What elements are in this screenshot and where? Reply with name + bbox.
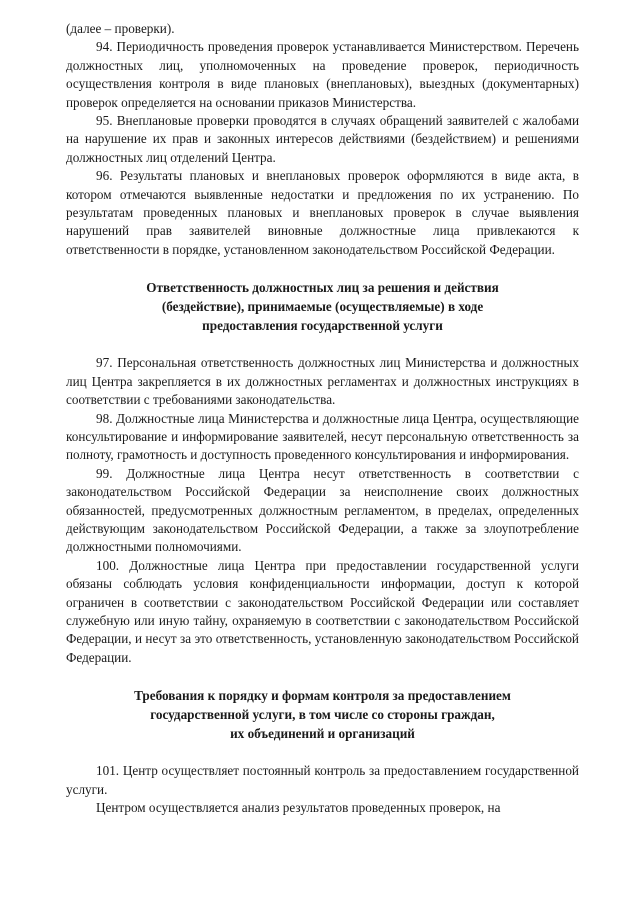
paragraph-99: 99. Должностные лица Центра несут ответственность в соответствии с законодательством Российской Федерации за неисполнение своих должностных обязанностей, предусмотренных должностным регламентом, в пределах, определенных действующим законодательством Российской Федерации, а также за злоупотребление должностными полномочиями. [66, 465, 579, 555]
paragraph-97: 97. Персональная ответственность должностных лиц Министерства и должностных лиц Центра закрепляется в их должностных регламентах и должностных инструкциях в соответствии с требованиями законодательства. [66, 355, 579, 408]
section-heading-control-requirements [66, 686, 579, 743]
heading-line: Требования к порядку и формам контроля за предоставлением [134, 688, 511, 704]
heading-line: государственной услуги, в том числе со стороны граждан, [150, 707, 495, 723]
paragraph-98: 98. Должностные лица Министерства и должностные лица Центра, осуществляющие консультирование и информирование заявителей, несут персональную ответственность за полноту, грамотность и доступность проведенного консультирования и информирования. [66, 410, 579, 463]
paragraph-100: 100. Должностные лица Центра при предоставлении государственной услуги обязаны соблюдать условия конфиденциальности информации, доступ к которой ограничен в соответствии с законодательством Российской Федерации или составляет служебную или иную тайну, охраняемую в соответствии с законодательством Российской Федерации, и несут за это ответственность, установленную законодательством Российской Федерации. [66, 557, 579, 665]
paragraph-96: 96. Результаты плановых и внеплановых проверок оформляются в виде акта, в котором отмечаются выявленные недостатки и предложения по их устранению. По результатам проведенных плановых и внеплановых проверок в случае выявления нарушений прав заявителей виновные должностные лица привлекаются к ответственности в порядке, установленном законодательством Российской Федерации. [66, 168, 579, 257]
heading-line: (бездействие), принимаемые (осуществляемые) в ходе [161, 299, 484, 315]
lead-line: (далее – проверки). [66, 21, 175, 36]
heading-line: их объединений и организаций [230, 726, 415, 742]
heading-line: Ответственность должностных лиц за решения и действия [146, 280, 499, 296]
section-heading-responsibility [66, 278, 579, 335]
document-page [66, 20, 579, 817]
paragraph-94: 94. Периодичность проведения проверок устанавливается Министерством. Перечень должностных лиц, уполномоченных на проведение проверок, периодичность осуществления контроля в виде плановых (внеплановых), выездных (документарных) проверок определяется на основании приказов Министерства. [66, 39, 579, 110]
paragraph-continuation: Центром осуществляется анализ результатов проведенных проверок, на [96, 800, 501, 815]
heading-line: предоставления государственной услуги [202, 318, 443, 334]
paragraph-101: 101. Центр осуществляет постоянный контроль за предоставлением государственной услуги. [66, 763, 579, 797]
paragraph-95: 95. Внеплановые проверки проводятся в случаях обращений заявителей с жалобами на нарушение их прав и законных интересов действиями (бездействием) и решениями должностных лиц отделений Центра. [66, 113, 579, 165]
